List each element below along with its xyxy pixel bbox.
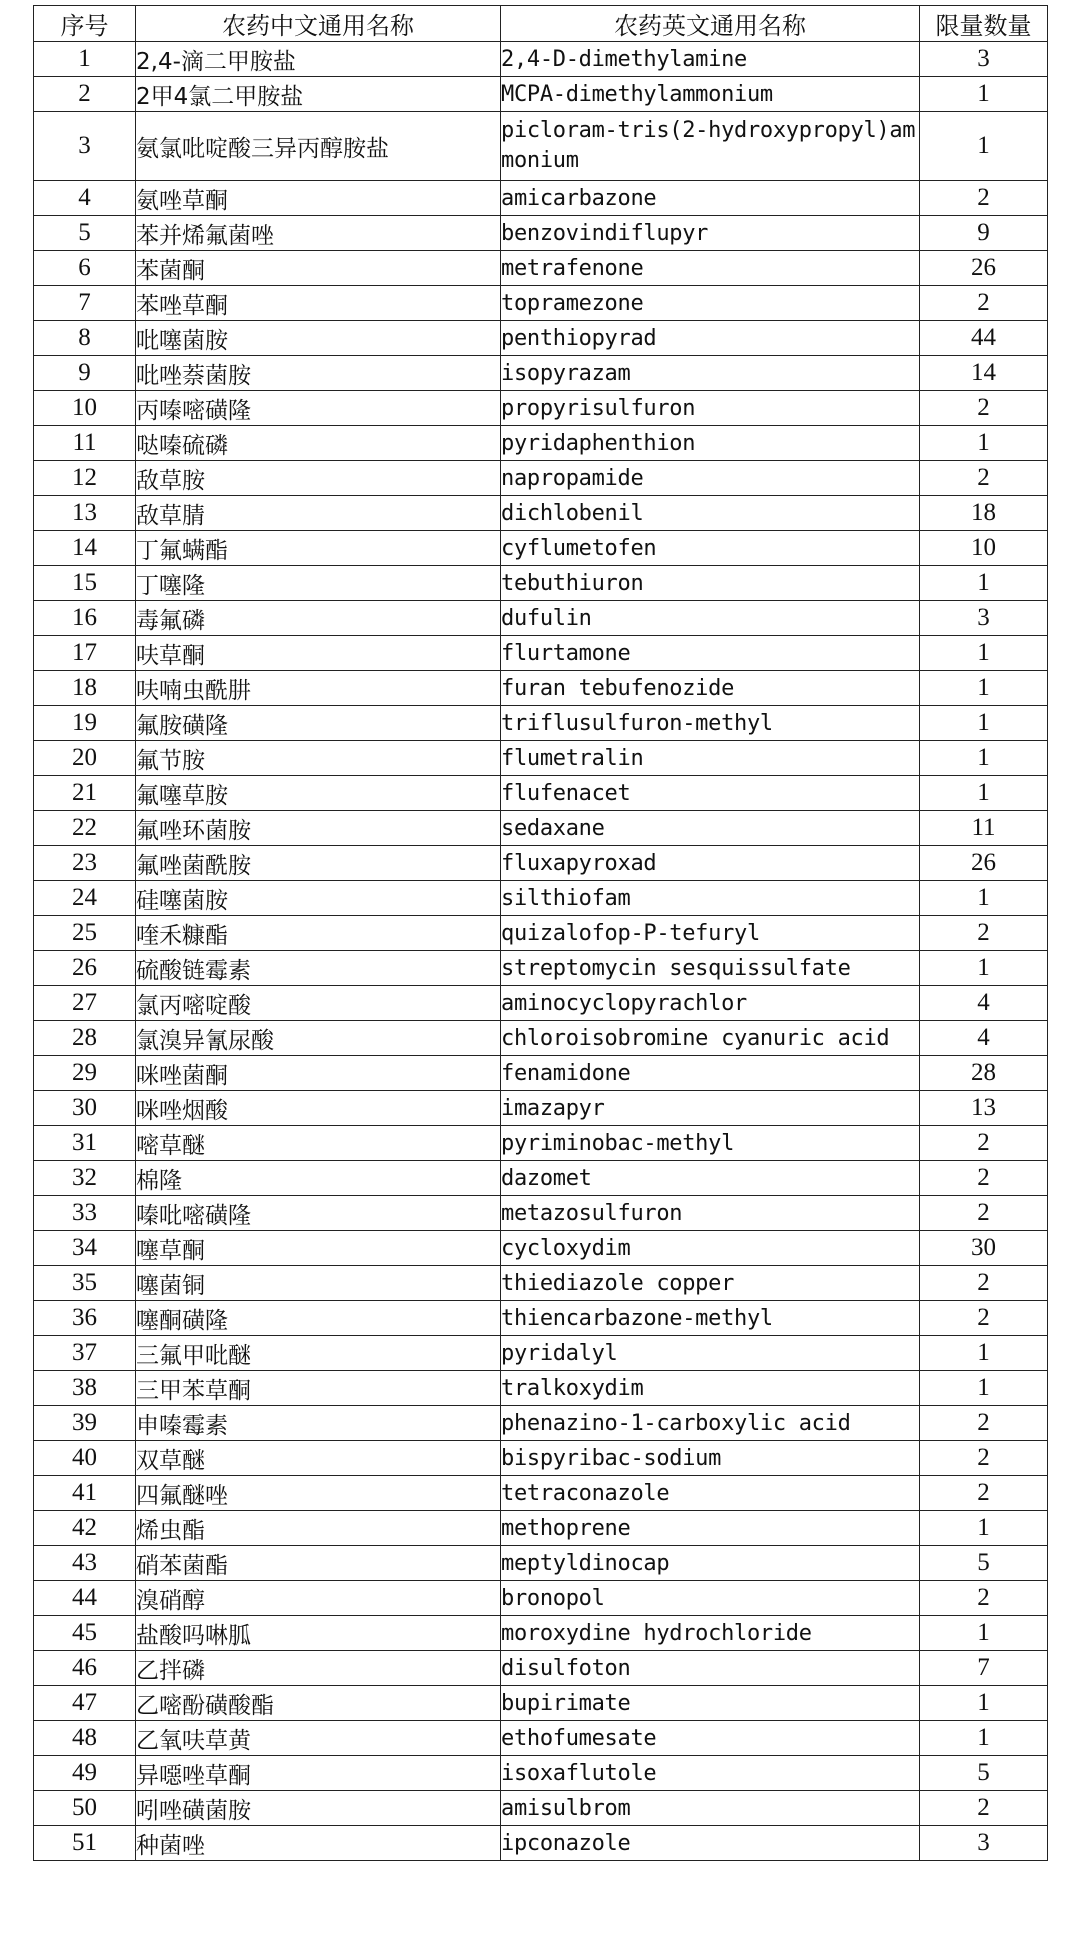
serial-number-cell: 48 [34, 1721, 136, 1756]
chinese-name-cell: 烯虫酯 [136, 1511, 501, 1546]
limit-count-cell: 10 [920, 531, 1048, 566]
chinese-name-cell: 哒嗪硫磷 [136, 426, 501, 461]
english-name-cell: furan tebufenozide [501, 671, 920, 706]
english-name-cell: isopyrazam [501, 356, 920, 391]
limit-count-cell: 2 [920, 1476, 1048, 1511]
table-row [34, 1441, 1048, 1476]
table-row [34, 1371, 1048, 1406]
serial-number-cell: 41 [34, 1476, 136, 1511]
table-row [34, 951, 1048, 986]
table-row [34, 356, 1048, 391]
chinese-name-cell: 吡噻菌胺 [136, 321, 501, 356]
serial-number-cell: 4 [34, 181, 136, 216]
english-name-cell: methoprene [501, 1511, 920, 1546]
limit-count-cell: 1 [920, 1371, 1048, 1406]
limit-count-cell: 9 [920, 216, 1048, 251]
serial-number-cell: 19 [34, 706, 136, 741]
chinese-name-cell: 异噁唑草酮 [136, 1756, 501, 1791]
limit-count-cell: 2 [920, 1196, 1048, 1231]
english-name-cell: phenazino-1-carboxylic acid [501, 1406, 920, 1441]
table-row [34, 811, 1048, 846]
english-name-cell: benzovindiflupyr [501, 216, 920, 251]
table-row [34, 1546, 1048, 1581]
english-name-cell: flurtamone [501, 636, 920, 671]
table-row [34, 1476, 1048, 1511]
serial-number-cell: 26 [34, 951, 136, 986]
serial-number-cell: 18 [34, 671, 136, 706]
table-row [34, 496, 1048, 531]
limit-count-cell: 1 [920, 776, 1048, 811]
limit-count-cell: 2 [920, 391, 1048, 426]
limit-count-cell: 1 [920, 741, 1048, 776]
limit-count-cell: 3 [920, 601, 1048, 636]
table-row [34, 1616, 1048, 1651]
english-name-cell: bispyribac-sodium [501, 1441, 920, 1476]
english-name-cell: dufulin [501, 601, 920, 636]
serial-number-cell: 17 [34, 636, 136, 671]
pesticide-limit-sheet [33, 5, 1047, 1861]
serial-number-cell: 37 [34, 1336, 136, 1371]
serial-number-cell: 6 [34, 251, 136, 286]
chinese-name-cell: 苯唑草酮 [136, 286, 501, 321]
english-name-cell: amicarbazone [501, 181, 920, 216]
serial-number-cell: 45 [34, 1616, 136, 1651]
chinese-name-cell: 三氟甲吡醚 [136, 1336, 501, 1371]
limit-count-cell: 26 [920, 251, 1048, 286]
serial-number-cell: 44 [34, 1581, 136, 1616]
limit-count-cell: 7 [920, 1651, 1048, 1686]
english-name-cell: tralkoxydim [501, 1371, 920, 1406]
limit-count-cell: 28 [920, 1056, 1048, 1091]
serial-number-cell: 1 [34, 42, 136, 77]
serial-number-cell: 3 [34, 112, 136, 181]
serial-number-cell: 29 [34, 1056, 136, 1091]
table-row [34, 706, 1048, 741]
table-row [34, 1511, 1048, 1546]
limit-count-cell: 2 [920, 1266, 1048, 1301]
chinese-name-cell: 氯溴异氰尿酸 [136, 1021, 501, 1056]
chinese-name-cell: 氟节胺 [136, 741, 501, 776]
chinese-name-cell: 种菌唑 [136, 1826, 501, 1861]
limit-count-cell: 1 [920, 112, 1048, 181]
table-row [34, 741, 1048, 776]
limit-count-cell: 2 [920, 461, 1048, 496]
table-row [34, 1336, 1048, 1371]
chinese-name-cell: 硅噻菌胺 [136, 881, 501, 916]
table-row [34, 391, 1048, 426]
serial-number-cell: 15 [34, 566, 136, 601]
table-row [34, 426, 1048, 461]
limit-count-cell: 1 [920, 426, 1048, 461]
limit-count-cell: 2 [920, 1581, 1048, 1616]
chinese-name-cell: 硫酸链霉素 [136, 951, 501, 986]
serial-number-cell: 32 [34, 1161, 136, 1196]
chinese-name-cell: 乙拌磷 [136, 1651, 501, 1686]
chinese-name-cell: 噻菌铜 [136, 1266, 501, 1301]
limit-count-cell: 1 [920, 881, 1048, 916]
serial-number-cell: 23 [34, 846, 136, 881]
limit-count-cell: 14 [920, 356, 1048, 391]
english-name-cell: tebuthiuron [501, 566, 920, 601]
chinese-name-cell: 氨唑草酮 [136, 181, 501, 216]
chinese-name-cell: 丙嗪嘧磺隆 [136, 391, 501, 426]
english-name-cell: dichlobenil [501, 496, 920, 531]
limit-count-cell: 30 [920, 1231, 1048, 1266]
serial-number-cell: 35 [34, 1266, 136, 1301]
table-row [34, 916, 1048, 951]
table-row [34, 461, 1048, 496]
chinese-name-cell: 盐酸吗啉胍 [136, 1616, 501, 1651]
chinese-name-cell: 氟唑环菌胺 [136, 811, 501, 846]
table-row [34, 1196, 1048, 1231]
english-name-cell: pyridalyl [501, 1336, 920, 1371]
serial-number-cell: 51 [34, 1826, 136, 1861]
serial-number-cell: 13 [34, 496, 136, 531]
limit-count-cell: 2 [920, 1791, 1048, 1826]
chinese-name-cell: 氟胺磺隆 [136, 706, 501, 741]
english-name-cell: bronopol [501, 1581, 920, 1616]
limit-count-cell: 1 [920, 706, 1048, 741]
table-row [34, 1056, 1048, 1091]
chinese-name-cell: 毒氟磷 [136, 601, 501, 636]
english-name-cell: picloram-tris(2-hydroxypropyl)ammonium [501, 112, 920, 181]
english-name-cell: propyrisulfuron [501, 391, 920, 426]
chinese-name-cell: 噻草酮 [136, 1231, 501, 1266]
limit-count-cell: 11 [920, 811, 1048, 846]
chinese-name-cell: 四氟醚唑 [136, 1476, 501, 1511]
limit-count-cell: 1 [920, 1616, 1048, 1651]
chinese-name-cell: 硝苯菌酯 [136, 1546, 501, 1581]
pesticide-limit-table [33, 5, 1048, 1861]
english-name-cell: isoxaflutole [501, 1756, 920, 1791]
table-body [34, 42, 1048, 1861]
serial-number-cell: 2 [34, 77, 136, 112]
limit-count-cell: 2 [920, 181, 1048, 216]
limit-count-cell: 1 [920, 1721, 1048, 1756]
table-row [34, 1686, 1048, 1721]
chinese-name-cell: 丁噻隆 [136, 566, 501, 601]
table-row [34, 1091, 1048, 1126]
limit-count-cell: 2 [920, 286, 1048, 321]
table-header [34, 6, 1048, 42]
limit-count-cell: 4 [920, 1021, 1048, 1056]
serial-number-cell: 16 [34, 601, 136, 636]
table-row [34, 1826, 1048, 1861]
header-limit-count: 限量数量 [920, 6, 1048, 42]
english-name-cell: meptyldinocap [501, 1546, 920, 1581]
english-name-cell: dazomet [501, 1161, 920, 1196]
serial-number-cell: 8 [34, 321, 136, 356]
chinese-name-cell: 咪唑菌酮 [136, 1056, 501, 1091]
chinese-name-cell: 双草醚 [136, 1441, 501, 1476]
english-name-cell: ipconazole [501, 1826, 920, 1861]
english-name-cell: penthiopyrad [501, 321, 920, 356]
chinese-name-cell: 氯丙嘧啶酸 [136, 986, 501, 1021]
limit-count-cell: 1 [920, 1511, 1048, 1546]
serial-number-cell: 20 [34, 741, 136, 776]
chinese-name-cell: 敌草胺 [136, 461, 501, 496]
english-name-cell: tetraconazole [501, 1476, 920, 1511]
table-row [34, 321, 1048, 356]
table-row [34, 1161, 1048, 1196]
english-name-cell: imazapyr [501, 1091, 920, 1126]
table-row [34, 1791, 1048, 1826]
limit-count-cell: 1 [920, 1686, 1048, 1721]
table-row [34, 1231, 1048, 1266]
serial-number-cell: 12 [34, 461, 136, 496]
serial-number-cell: 36 [34, 1301, 136, 1336]
chinese-name-cell: 吡唑萘菌胺 [136, 356, 501, 391]
english-name-cell: bupirimate [501, 1686, 920, 1721]
english-name-cell: pyridaphenthion [501, 426, 920, 461]
table-row [34, 531, 1048, 566]
limit-count-cell: 3 [920, 1826, 1048, 1861]
table-row [34, 636, 1048, 671]
english-name-cell: cycloxydim [501, 1231, 920, 1266]
chinese-name-cell: 乙氧呋草黄 [136, 1721, 501, 1756]
serial-number-cell: 21 [34, 776, 136, 811]
english-name-cell: fenamidone [501, 1056, 920, 1091]
serial-number-cell: 31 [34, 1126, 136, 1161]
serial-number-cell: 42 [34, 1511, 136, 1546]
serial-number-cell: 5 [34, 216, 136, 251]
english-name-cell: fluxapyroxad [501, 846, 920, 881]
english-name-cell: moroxydine hydrochloride [501, 1616, 920, 1651]
table-row [34, 42, 1048, 77]
table-row [34, 251, 1048, 286]
chinese-name-cell: 申嗪霉素 [136, 1406, 501, 1441]
english-name-cell: silthiofam [501, 881, 920, 916]
chinese-name-cell: 喹禾糠酯 [136, 916, 501, 951]
limit-count-cell: 5 [920, 1756, 1048, 1791]
table-row [34, 1406, 1048, 1441]
english-name-cell: chloroisobromine cyanuric acid [501, 1021, 920, 1056]
english-name-cell: napropamide [501, 461, 920, 496]
table-row [34, 77, 1048, 112]
english-name-cell: aminocyclopyrachlor [501, 986, 920, 1021]
chinese-name-cell: 苯菌酮 [136, 251, 501, 286]
serial-number-cell: 38 [34, 1371, 136, 1406]
limit-count-cell: 2 [920, 1406, 1048, 1441]
chinese-name-cell: 棉隆 [136, 1161, 501, 1196]
chinese-name-cell: 呋喃虫酰肼 [136, 671, 501, 706]
table-row [34, 1301, 1048, 1336]
english-name-cell: amisulbrom [501, 1791, 920, 1826]
limit-count-cell: 2 [920, 916, 1048, 951]
table-row [34, 1756, 1048, 1791]
chinese-name-cell: 咪唑烟酸 [136, 1091, 501, 1126]
english-name-cell: quizalofop-P-tefuryl [501, 916, 920, 951]
english-name-cell: MCPA-dimethylammonium [501, 77, 920, 112]
table-row [34, 846, 1048, 881]
chinese-name-cell: 呋草酮 [136, 636, 501, 671]
table-row [34, 181, 1048, 216]
serial-number-cell: 43 [34, 1546, 136, 1581]
header-english-name: 农药英文通用名称 [501, 6, 920, 42]
table-row [34, 1581, 1048, 1616]
table-row [34, 1266, 1048, 1301]
english-name-cell: topramezone [501, 286, 920, 321]
chinese-name-cell: 氟噻草胺 [136, 776, 501, 811]
english-name-cell: metazosulfuron [501, 1196, 920, 1231]
english-name-cell: thiediazole copper [501, 1266, 920, 1301]
table-row [34, 1126, 1048, 1161]
table-row [34, 671, 1048, 706]
english-name-cell: 2,4-D-dimethylamine [501, 42, 920, 77]
english-name-cell: triflusulfuron-methyl [501, 706, 920, 741]
table-row [34, 986, 1048, 1021]
limit-count-cell: 2 [920, 1301, 1048, 1336]
table-row [34, 1651, 1048, 1686]
serial-number-cell: 11 [34, 426, 136, 461]
limit-count-cell: 2 [920, 1126, 1048, 1161]
chinese-name-cell: 丁氟螨酯 [136, 531, 501, 566]
chinese-name-cell: 三甲苯草酮 [136, 1371, 501, 1406]
limit-count-cell: 1 [920, 77, 1048, 112]
serial-number-cell: 24 [34, 881, 136, 916]
serial-number-cell: 39 [34, 1406, 136, 1441]
serial-number-cell: 30 [34, 1091, 136, 1126]
serial-number-cell: 46 [34, 1651, 136, 1686]
chinese-name-cell: 乙嘧酚磺酸酯 [136, 1686, 501, 1721]
limit-count-cell: 1 [920, 1336, 1048, 1371]
header-row [34, 6, 1048, 42]
serial-number-cell: 9 [34, 356, 136, 391]
table-row [34, 112, 1048, 181]
limit-count-cell: 13 [920, 1091, 1048, 1126]
limit-count-cell: 1 [920, 566, 1048, 601]
serial-number-cell: 50 [34, 1791, 136, 1826]
serial-number-cell: 22 [34, 811, 136, 846]
table-row [34, 1021, 1048, 1056]
limit-count-cell: 18 [920, 496, 1048, 531]
limit-count-cell: 26 [920, 846, 1048, 881]
limit-count-cell: 1 [920, 951, 1048, 986]
serial-number-cell: 40 [34, 1441, 136, 1476]
serial-number-cell: 14 [34, 531, 136, 566]
chinese-name-cell: 嗪吡嘧磺隆 [136, 1196, 501, 1231]
serial-number-cell: 27 [34, 986, 136, 1021]
english-name-cell: pyriminobac-methyl [501, 1126, 920, 1161]
table-row [34, 881, 1048, 916]
limit-count-cell: 44 [920, 321, 1048, 356]
chinese-name-cell: 苯并烯氟菌唑 [136, 216, 501, 251]
header-serial-number: 序号 [34, 6, 136, 42]
serial-number-cell: 25 [34, 916, 136, 951]
serial-number-cell: 49 [34, 1756, 136, 1791]
english-name-cell: streptomycin sesquissulfate [501, 951, 920, 986]
limit-count-cell: 5 [920, 1546, 1048, 1581]
limit-count-cell: 3 [920, 42, 1048, 77]
serial-number-cell: 28 [34, 1021, 136, 1056]
limit-count-cell: 1 [920, 671, 1048, 706]
chinese-name-cell: 氟唑菌酰胺 [136, 846, 501, 881]
limit-count-cell: 2 [920, 1161, 1048, 1196]
english-name-cell: thiencarbazone-methyl [501, 1301, 920, 1336]
serial-number-cell: 33 [34, 1196, 136, 1231]
table-row [34, 566, 1048, 601]
table-row [34, 1721, 1048, 1756]
chinese-name-cell: 2,4-滴二甲胺盐 [136, 42, 501, 77]
chinese-name-cell: 嘧草醚 [136, 1126, 501, 1161]
table-row [34, 776, 1048, 811]
chinese-name-cell: 敌草腈 [136, 496, 501, 531]
limit-count-cell: 1 [920, 636, 1048, 671]
serial-number-cell: 34 [34, 1231, 136, 1266]
english-name-cell: metrafenone [501, 251, 920, 286]
chinese-name-cell: 噻酮磺隆 [136, 1301, 501, 1336]
header-chinese-name: 农药中文通用名称 [136, 6, 501, 42]
chinese-name-cell: 吲唑磺菌胺 [136, 1791, 501, 1826]
english-name-cell: flufenacet [501, 776, 920, 811]
chinese-name-cell: 2甲4氯二甲胺盐 [136, 77, 501, 112]
table-row [34, 216, 1048, 251]
table-row [34, 286, 1048, 321]
table-row [34, 601, 1048, 636]
chinese-name-cell: 氨氯吡啶酸三异丙醇胺盐 [136, 112, 501, 181]
english-name-cell: disulfoton [501, 1651, 920, 1686]
serial-number-cell: 10 [34, 391, 136, 426]
serial-number-cell: 7 [34, 286, 136, 321]
limit-count-cell: 4 [920, 986, 1048, 1021]
limit-count-cell: 2 [920, 1441, 1048, 1476]
serial-number-cell: 47 [34, 1686, 136, 1721]
english-name-cell: flumetralin [501, 741, 920, 776]
chinese-name-cell: 溴硝醇 [136, 1581, 501, 1616]
english-name-cell: sedaxane [501, 811, 920, 846]
english-name-cell: ethofumesate [501, 1721, 920, 1756]
english-name-cell: cyflumetofen [501, 531, 920, 566]
